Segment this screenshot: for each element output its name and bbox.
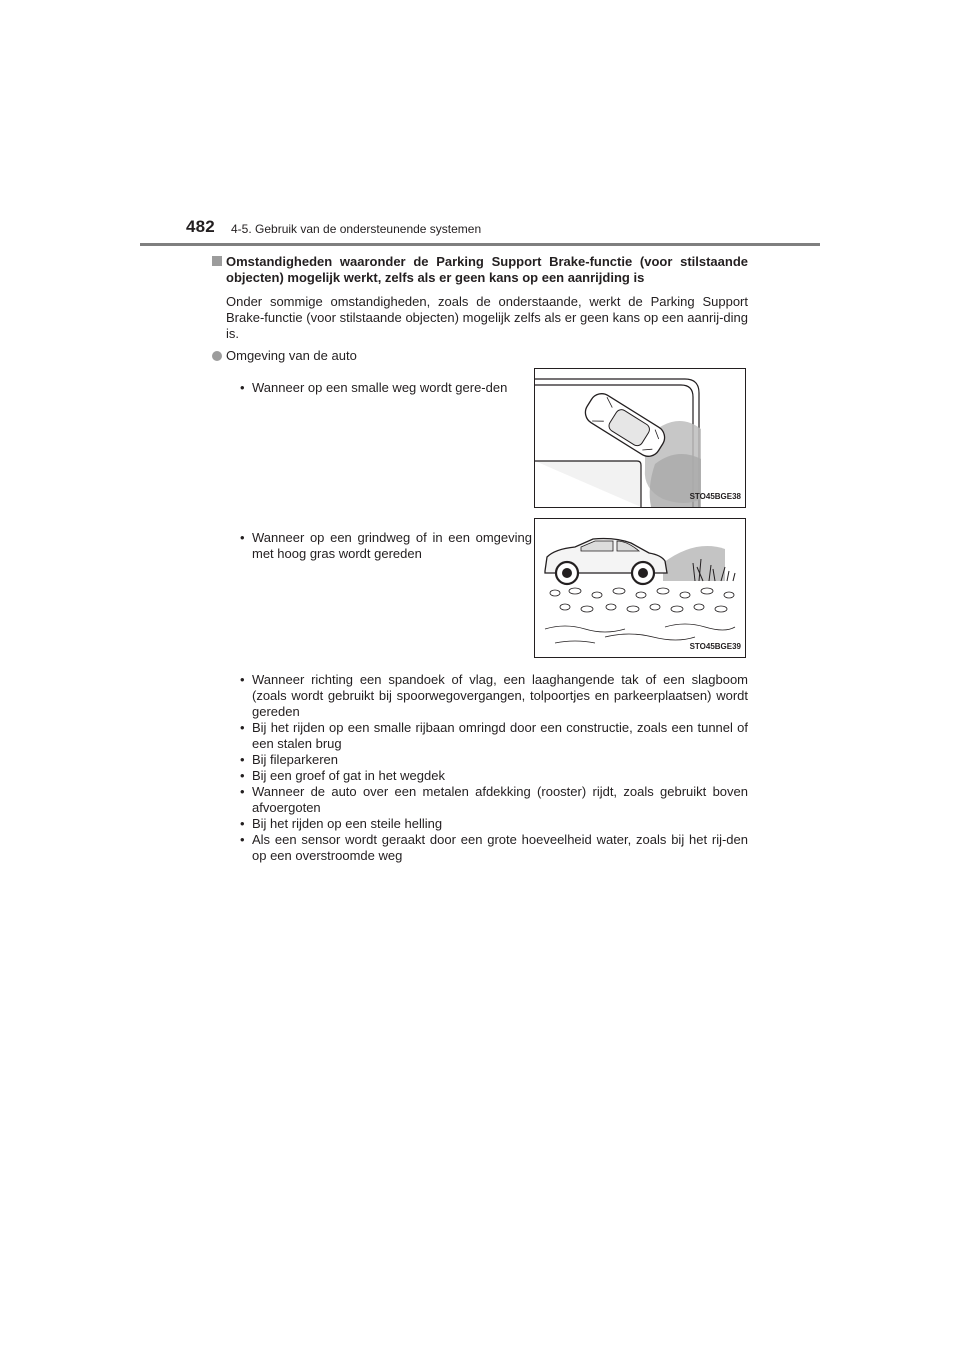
figure-code: STO45BGE39	[689, 642, 741, 651]
bullet-mark: •	[240, 530, 245, 545]
bullet-list	[238, 672, 748, 864]
section-heading-text: Omstandigheden waaronder de Parking Support Brake-functie (voor stilstaande objecten) mogelijk werkt, zelfs als er geen kans op een aanrijding is	[226, 254, 748, 285]
list-item: • Bij het rijden op een steile helling	[240, 816, 443, 831]
figure-code: STO45BGE38	[689, 492, 741, 501]
figure-row-gravel-road	[238, 518, 748, 668]
environment-label: Omgeving van de auto	[226, 348, 357, 363]
figure-row-narrow-road	[238, 368, 748, 518]
page-number: 482	[186, 217, 215, 236]
list-item: • Bij fileparkeren	[240, 752, 338, 767]
bullet-mark: •	[240, 380, 245, 395]
list-item: • Bij een groef of gat in het wegdek	[240, 768, 445, 783]
gravel-road-illustration	[534, 518, 746, 658]
section-heading	[212, 254, 748, 286]
page-content	[212, 254, 748, 864]
header-rule	[140, 243, 820, 246]
section-header: 4-5. Gebruik van de ondersteunende systemen	[231, 222, 482, 236]
figure-caption-text: Wanneer op een smalle weg wordt gere-den	[252, 380, 508, 395]
intro-paragraph: Onder sommige omstandigheden, zoals de onderstaande, werkt de Parking Support Brake-functie (voor stilstaande objecten) mogelijk zelfs als er geen kans op een aanrij-ding is.	[226, 294, 748, 341]
narrow-road-drawing	[535, 369, 745, 507]
list-item: • Wanneer de auto over een metalen afdekking (rooster) rijdt, zoals gebruikt boven afvoergoten	[240, 784, 748, 815]
figure-caption-text: Wanneer op een grindweg of in een omgeving met hoog gras wordt gereden	[252, 530, 532, 561]
list-item: • Bij het rijden op een smalle rijbaan omringd door een constructie, zoals een tunnel of een stalen brug	[240, 720, 748, 751]
environment-subheading	[212, 348, 748, 364]
figure-caption	[238, 380, 532, 396]
square-bullet-icon	[212, 256, 222, 266]
circle-bullet-icon	[212, 351, 222, 361]
list-item: • Wanneer richting een spandoek of vlag, een laaghangende tak of een slagboom (zoals wordt gebruikt bij spoorwegovergangen, tolpoortjes en parkeerplaatsen) wordt gereden	[240, 672, 748, 719]
list-item: • Als een sensor wordt geraakt door een grote hoeveelheid water, zoals bij het rij-den op een overstroomde weg	[240, 832, 748, 863]
narrow-road-illustration	[534, 368, 746, 508]
gravel-road-drawing	[535, 519, 745, 657]
figure-caption	[238, 530, 532, 562]
